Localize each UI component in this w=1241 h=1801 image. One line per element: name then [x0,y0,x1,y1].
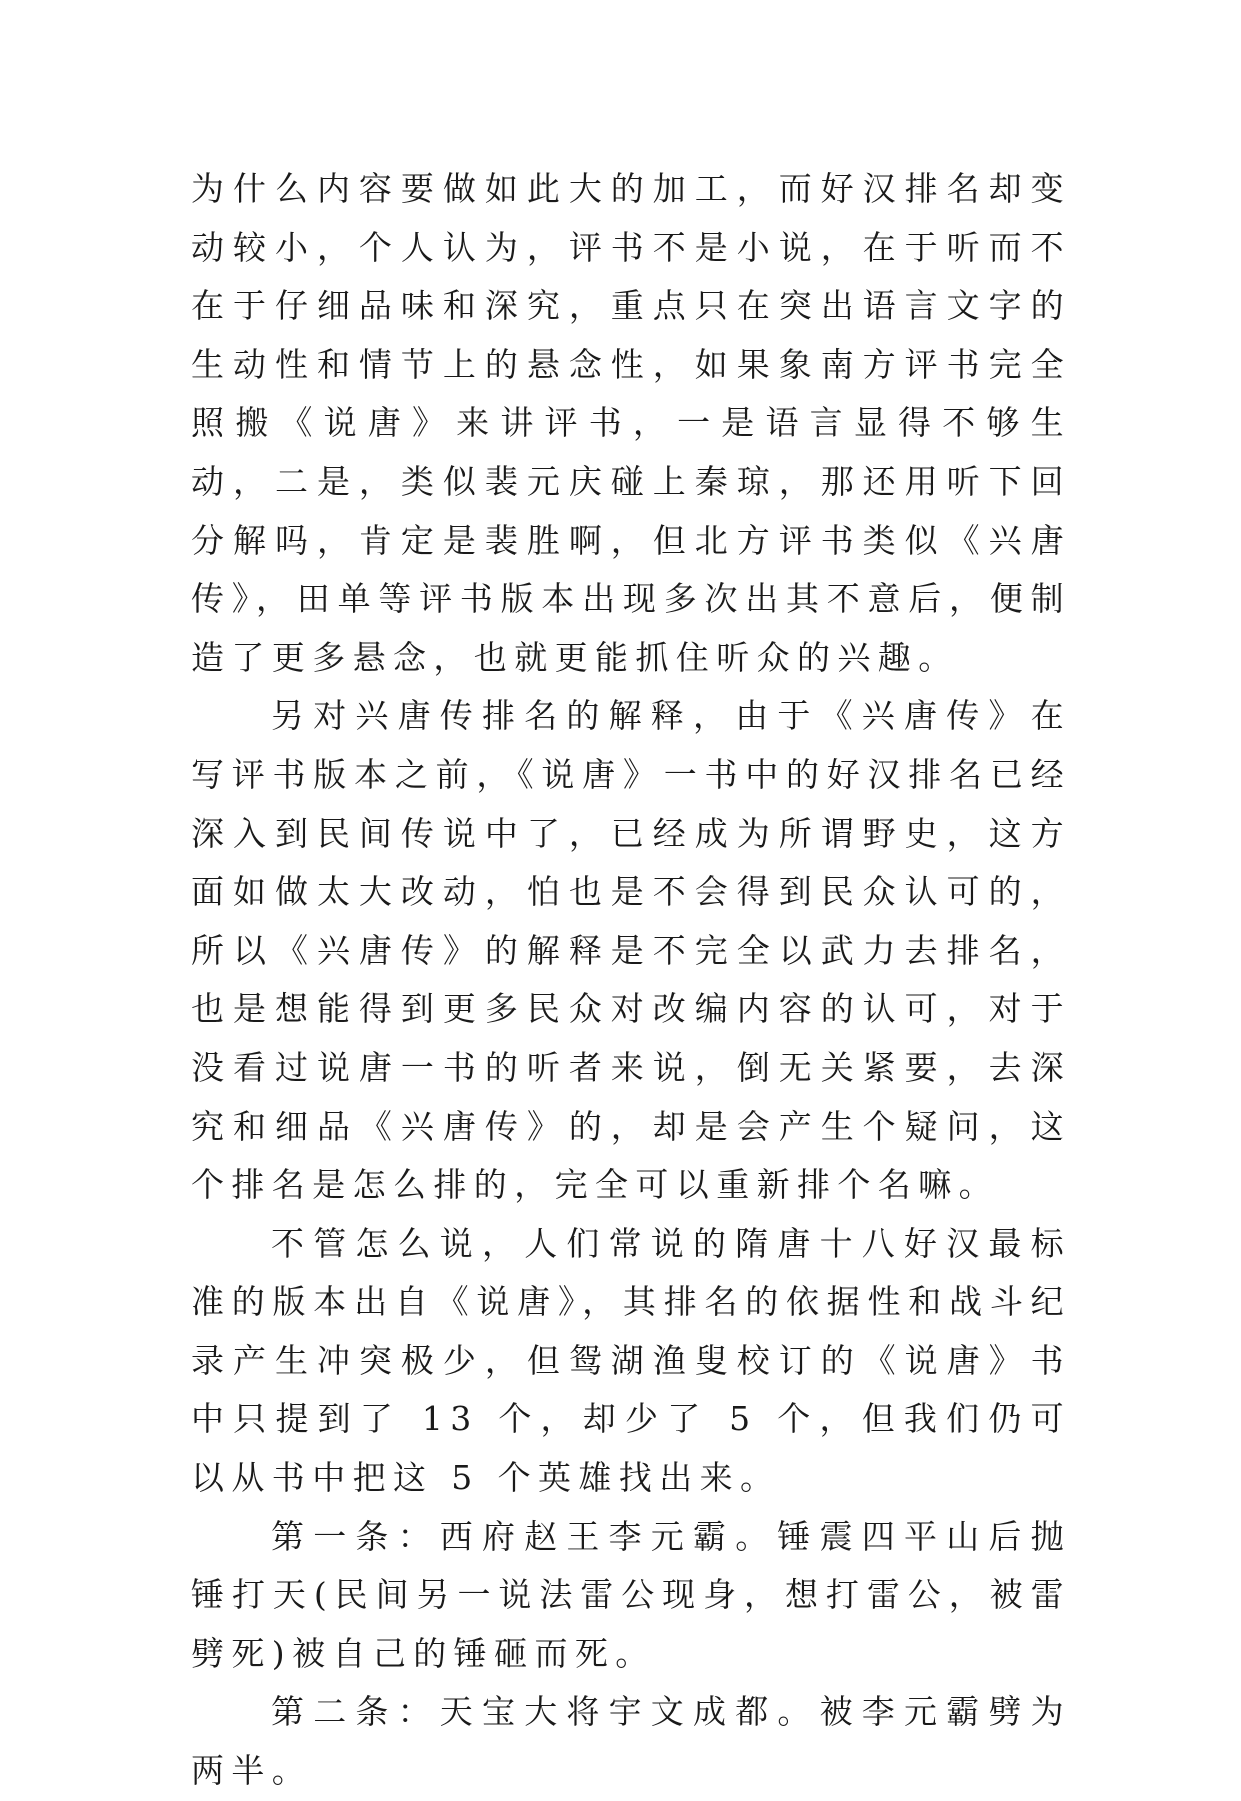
document-body [191,160,1071,1801]
paragraph-3: 不管怎么说，人们常说的隋唐十八好汉最标准的版本出自《说唐》，其排名的依据性和战斗纪录产生冲突极少，但鸳湖渔叟校订的《说唐》书中只提到了 13 个，却少了 5 个，但我们仍可以从书中把这 5 个英雄找出来。 [191,1223,1071,1498]
paragraph-4: 第一条：西府赵王李元霸。锤震四平山后抛锤打天(民间另一说法雷公现身，想打雷公，被雷劈死)被自己的锤砸而死。 [191,1516,1071,1673]
paragraph-1: 为什么内容要做如此大的加工，而好汉排名却变动较小，个人认为，评书不是小说，在于听而不在于仔细品味和深究，重点只在突出语言文字的生动性和情节上的悬念性，如果象南方评书完全照搬《说唐》来讲评书，一是语言显得不够生动，二是，类似裴元庆碰上秦琼，那还用听下回分解吗，肯定是裴胜啊，但北方评书类似《兴唐传》，田单等评书版本出现多次出其不意后，便制造了更多悬念，也就更能抓住听众的兴趣。 [191,169,1071,677]
paragraph-5: 第二条：天宝大将宇文成都。被李元霸劈为两半。 [191,1692,1071,1791]
paragraph-2: 另对兴唐传排名的解释，由于《兴唐传》在写评书版本之前，《说唐》一书中的好汉排名已经深入到民间传说中了，已经成为所谓野史，这方面如做太大改动，怕也是不会得到民众认可的，所以《兴唐传》的解释是不完全以武力去排名，也是想能得到更多民众对改编内容的认可，对于没看过说唐一书的听者来说，倒无关紧要，去深究和细品《兴唐传》的，却是会产生个疑问，这个排名是怎么排的，完全可以重新排个名嘛。 [191,696,1071,1205]
